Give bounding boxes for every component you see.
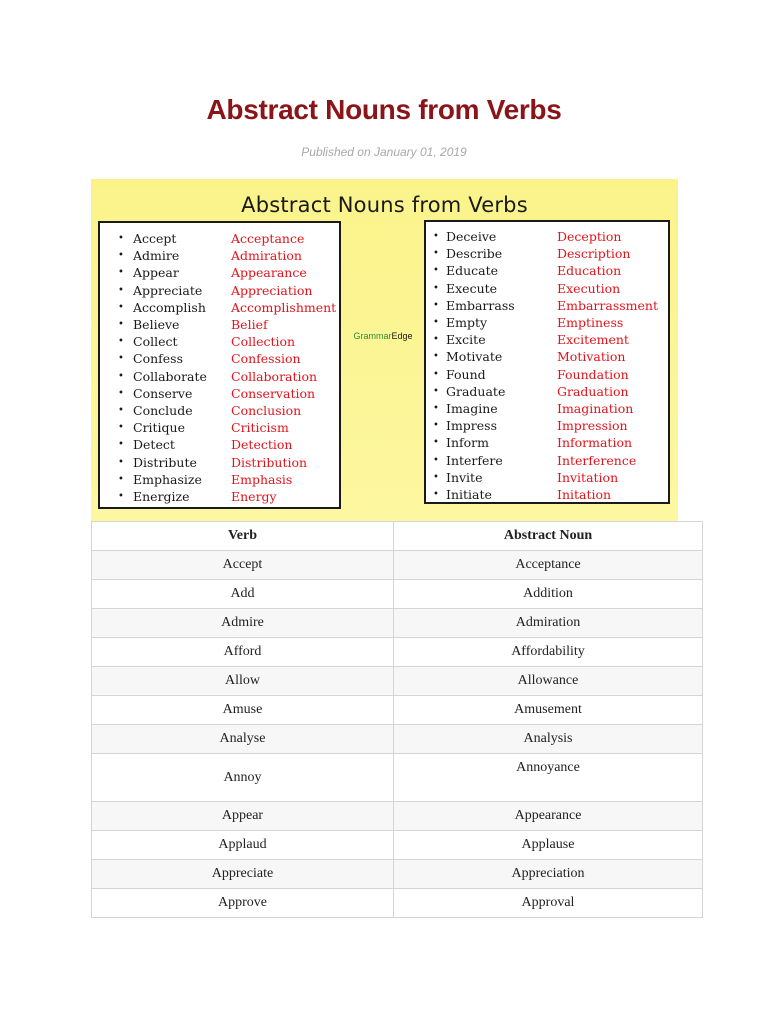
- word-pair: [426, 417, 668, 434]
- word-pair: [426, 434, 668, 451]
- word-pair: [426, 366, 668, 383]
- noun-text: Confession: [231, 351, 301, 367]
- noun-text: Belief: [231, 317, 268, 332]
- bullet-icon: •: [433, 385, 439, 397]
- noun-text: Invitation: [557, 469, 619, 485]
- table-cell: Applause: [393, 831, 703, 859]
- table-row: [91, 889, 703, 918]
- table-cell: Allowance: [393, 667, 703, 695]
- bullet-icon: •: [118, 267, 124, 279]
- table-row: [91, 667, 703, 696]
- bullet-icon: •: [118, 405, 124, 416]
- verb-text: Appear: [133, 265, 179, 281]
- verb-text: Critique: [133, 420, 186, 436]
- noun-text: Criticism: [231, 420, 289, 436]
- noun-text: Appearance: [231, 265, 307, 281]
- noun-text: Collection: [231, 334, 296, 350]
- bullet-icon: •: [118, 284, 124, 296]
- word-pair: [100, 488, 339, 505]
- table-cell: Allow: [91, 667, 393, 695]
- verb-text: Confess: [133, 351, 183, 367]
- verb-text: Detect: [133, 437, 175, 453]
- verb-text: Initiate: [446, 487, 492, 502]
- bullet-icon: •: [118, 250, 124, 262]
- verb-text: Accept: [133, 231, 177, 246]
- noun-text: Motivation: [557, 349, 626, 365]
- table-cell: Applaud: [91, 831, 393, 859]
- bullet-icon: •: [433, 351, 439, 363]
- bullet-icon: •: [118, 387, 124, 399]
- noun-text: Detection: [231, 437, 293, 453]
- word-pair: [426, 469, 668, 486]
- verb-text: Conclude: [133, 403, 193, 418]
- verb-text: Invite: [446, 469, 483, 485]
- bullet-icon: •: [433, 420, 439, 432]
- word-pair: [426, 331, 668, 348]
- bullet-icon: •: [118, 353, 124, 365]
- table-cell: Appear: [91, 802, 393, 830]
- bullet-icon: •: [433, 471, 439, 483]
- table-cell: Annoyance: [393, 754, 703, 801]
- verb-text: Graduate: [446, 383, 506, 399]
- bullet-icon: •: [118, 233, 124, 244]
- table-row: [91, 638, 703, 667]
- bullet-icon: •: [118, 473, 124, 485]
- noun-text: Information: [557, 435, 633, 451]
- verb-text: Impress: [446, 418, 497, 434]
- table-row: [91, 580, 703, 609]
- noun-text: Distribution: [231, 454, 308, 470]
- bullet-icon: •: [433, 317, 439, 328]
- verb-text: Collaborate: [133, 368, 207, 384]
- word-pair: [426, 228, 668, 245]
- bullet-icon: •: [433, 265, 439, 277]
- bullet-icon: •: [433, 403, 439, 414]
- verb-text: Embarrass: [446, 297, 515, 313]
- word-pair: [100, 299, 339, 316]
- verb-text: Describe: [446, 246, 503, 262]
- noun-text: Education: [557, 263, 622, 279]
- verb-text: Accomplish: [133, 299, 206, 315]
- noun-text: Accomplishment: [231, 299, 337, 315]
- noun-text: Appreciation: [231, 282, 313, 298]
- word-pair: [426, 400, 668, 417]
- verb-text: Interfere: [446, 452, 503, 468]
- bullet-icon: •: [433, 489, 439, 500]
- verb-text: Collect: [133, 334, 178, 350]
- noun-text: Embarrassment: [557, 297, 658, 313]
- verb-text: Admire: [133, 248, 180, 264]
- table-row: [91, 831, 703, 860]
- infographic-title: Abstract Nouns from Verbs: [241, 193, 528, 217]
- table-header-cell: Abstract Noun: [393, 522, 703, 550]
- bullet-icon: •: [433, 231, 439, 242]
- word-pair: [100, 350, 339, 367]
- bullet-icon: •: [433, 368, 439, 380]
- table-cell: Addition: [393, 580, 703, 608]
- noun-text: Impression: [557, 418, 628, 434]
- bullet-icon: •: [433, 282, 439, 294]
- table-row: [91, 696, 703, 725]
- table-cell: Appreciation: [393, 860, 703, 888]
- word-pair: [100, 230, 339, 247]
- noun-text: Energy: [231, 489, 277, 504]
- logo-grammar: Grammar: [353, 331, 392, 341]
- word-pair: [100, 436, 339, 453]
- table-cell: Appreciate: [91, 860, 393, 888]
- bullet-icon: •: [433, 334, 439, 346]
- noun-text: Emptiness: [557, 315, 624, 330]
- bullet-icon: •: [433, 437, 439, 449]
- verb-text: Execute: [446, 280, 498, 296]
- noun-text: Imagination: [557, 401, 634, 416]
- verb-text: Imagine: [446, 401, 498, 416]
- table-cell: Analyse: [91, 725, 393, 753]
- noun-text: Conclusion: [231, 403, 302, 418]
- table-row: [91, 551, 703, 580]
- grammaredge-logo: [345, 331, 421, 341]
- table-cell: Annoy: [91, 754, 393, 801]
- word-pair: [100, 264, 339, 281]
- noun-text: Conservation: [231, 385, 316, 401]
- verb-text: Motivate: [446, 349, 503, 365]
- table-cell: Admire: [91, 609, 393, 637]
- word-pair: [100, 419, 339, 436]
- noun-text: Foundation: [557, 366, 629, 382]
- bullet-icon: •: [118, 456, 124, 468]
- word-pair: [100, 454, 339, 471]
- word-pair: [100, 402, 339, 419]
- verb-text: Emphasize: [133, 471, 202, 487]
- table-header-row: [91, 521, 703, 551]
- word-pair: [426, 262, 668, 279]
- noun-text: Collaboration: [231, 368, 318, 384]
- noun-text: Deception: [557, 229, 622, 244]
- noun-text: Initation: [557, 487, 612, 502]
- word-pair: [100, 247, 339, 264]
- verb-text: Deceive: [446, 229, 497, 244]
- bullet-icon: •: [118, 422, 124, 434]
- bullet-icon: •: [118, 491, 124, 502]
- word-pair: [100, 368, 339, 385]
- verb-text: Distribute: [133, 454, 197, 470]
- right-word-box: [424, 220, 670, 504]
- table-cell: Affordability: [393, 638, 703, 666]
- word-pair: [100, 333, 339, 350]
- published-date: Published on January 01, 2019: [301, 145, 467, 159]
- noun-text: Excitement: [557, 332, 629, 348]
- verb-text: Excite: [446, 332, 486, 348]
- bullet-icon: •: [118, 439, 124, 451]
- word-pair: [426, 348, 668, 365]
- table-cell: Afford: [91, 638, 393, 666]
- table-row: [91, 860, 703, 889]
- word-pair: [100, 471, 339, 488]
- noun-text: Admiration: [231, 248, 302, 264]
- table-cell: Approval: [393, 889, 703, 917]
- table-row: [91, 609, 703, 638]
- table-cell: Amuse: [91, 696, 393, 724]
- noun-text: Graduation: [557, 383, 629, 399]
- word-pair: [426, 452, 668, 469]
- word-pair: [426, 280, 668, 297]
- table-cell: Appearance: [393, 802, 703, 830]
- table-cell: Analysis: [393, 725, 703, 753]
- noun-text: Interference: [557, 452, 637, 468]
- verb-text: Energize: [133, 489, 190, 504]
- word-pair: [426, 297, 668, 314]
- verb-text: Found: [446, 366, 486, 382]
- word-pair: [426, 383, 668, 400]
- noun-text: Acceptance: [231, 231, 305, 246]
- table-row: [91, 754, 703, 802]
- word-pair: [426, 314, 668, 331]
- word-pair: [426, 245, 668, 262]
- bullet-icon: •: [433, 248, 439, 260]
- bullet-icon: •: [118, 336, 124, 348]
- verb-text: Inform: [446, 435, 489, 451]
- bullet-icon: •: [433, 299, 439, 311]
- logo-edge: Edge: [391, 331, 413, 341]
- table-cell: Add: [91, 580, 393, 608]
- table-cell: Admiration: [393, 609, 703, 637]
- verb-text: Appreciate: [133, 282, 203, 298]
- word-pair: [100, 316, 339, 333]
- bullet-icon: •: [118, 301, 124, 313]
- table-cell: Approve: [91, 889, 393, 917]
- word-pair: [100, 385, 339, 402]
- page-title: Abstract Nouns from Verbs: [206, 94, 562, 125]
- table-header-cell: Verb: [91, 522, 393, 550]
- left-word-box: [98, 221, 341, 509]
- verb-noun-table: [91, 521, 703, 918]
- word-pair: [100, 282, 339, 299]
- verb-text: Believe: [133, 317, 180, 332]
- verb-text: Empty: [446, 315, 488, 330]
- bullet-icon: •: [118, 319, 124, 330]
- table-row: [91, 802, 703, 831]
- verb-text: Conserve: [133, 385, 193, 401]
- table-row: [91, 725, 703, 754]
- table-cell: Acceptance: [393, 551, 703, 579]
- noun-text: Emphasis: [231, 471, 293, 487]
- word-pair: [426, 486, 668, 503]
- table-cell: Amusement: [393, 696, 703, 724]
- table-cell: Accept: [91, 551, 393, 579]
- bullet-icon: •: [433, 454, 439, 466]
- noun-text: Description: [557, 246, 631, 262]
- bullet-icon: •: [118, 370, 124, 382]
- infographic: [91, 179, 678, 521]
- verb-text: Educate: [446, 263, 499, 279]
- noun-text: Execution: [557, 280, 621, 296]
